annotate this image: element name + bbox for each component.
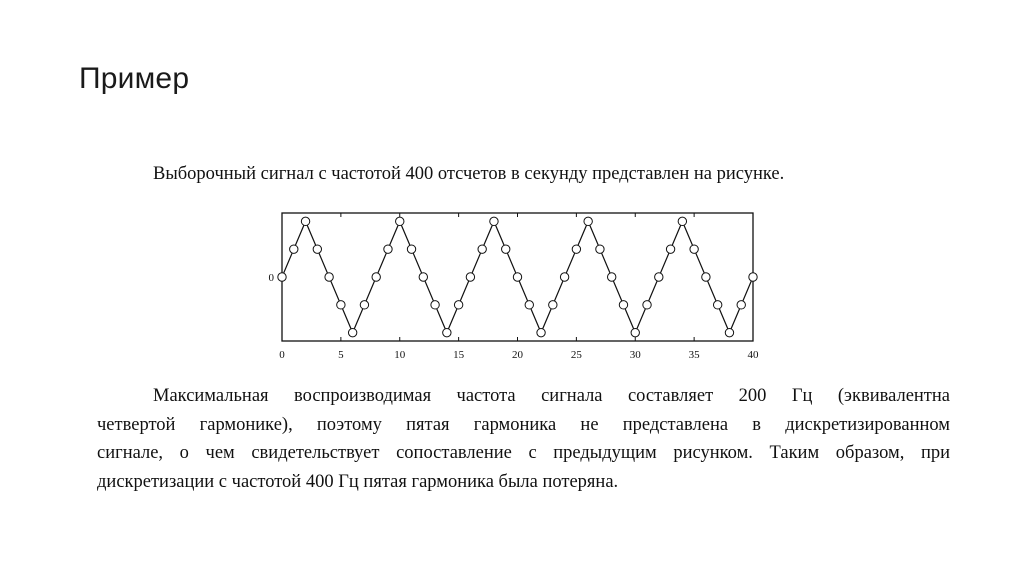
sample-point	[560, 273, 568, 281]
sample-point	[572, 245, 580, 253]
sample-point	[513, 273, 521, 281]
sample-point	[360, 301, 368, 309]
sample-point	[490, 217, 498, 225]
sample-point	[384, 245, 392, 253]
y-tick-label: 0	[268, 272, 274, 284]
series-group	[278, 217, 757, 337]
sample-point	[525, 301, 533, 309]
paragraph-line: сигнале, о чем свидетельствует сопоставление с предыдущим рисунком. Таким образом, при	[97, 443, 950, 463]
slide-title: Пример	[79, 62, 190, 95]
paragraph-line: четвертой гармонике), поэтому пятая гармоника не представлена в дискретизированном	[97, 414, 950, 435]
intro-text: Выборочный сигнал с частотой 400 отсчетов в секунду представлен на рисунке.	[153, 164, 785, 184]
sample-point	[749, 273, 757, 281]
sample-point	[372, 273, 380, 281]
sample-point	[419, 273, 427, 281]
sample-point	[502, 245, 510, 253]
sample-point	[431, 301, 439, 309]
sample-point	[584, 217, 592, 225]
sample-point	[702, 273, 710, 281]
sample-point	[278, 273, 286, 281]
x-tick-label: 30	[629, 349, 641, 361]
sample-point	[454, 301, 462, 309]
sample-point	[678, 217, 686, 225]
x-tick-label: 35	[688, 349, 700, 361]
sample-point	[348, 328, 356, 336]
sample-point	[478, 245, 486, 253]
sample-point	[643, 301, 651, 309]
sample-point	[443, 328, 451, 336]
sample-point	[290, 245, 298, 253]
sample-point	[655, 273, 663, 281]
x-tick-label: 0	[279, 349, 285, 361]
sample-point	[690, 245, 698, 253]
sample-point	[301, 217, 309, 225]
sample-point	[313, 245, 321, 253]
sample-point	[396, 217, 404, 225]
sample-point	[619, 301, 627, 309]
sample-point	[466, 273, 474, 281]
x-tick-label: 10	[394, 349, 406, 361]
sample-point	[407, 245, 415, 253]
x-tick-label: 25	[570, 349, 582, 361]
x-tick-label: 5	[338, 349, 344, 361]
x-tick-label: 15	[453, 349, 465, 361]
sample-point	[631, 328, 639, 336]
sample-point	[537, 328, 545, 336]
signal-chart	[258, 205, 773, 367]
x-tick-label: 20	[512, 349, 523, 361]
x-tick-label: 40	[747, 349, 759, 361]
paragraph-line: Максимальная воспроизводимая частота сигнала составляет 200 Гц (эквивалентна	[153, 386, 950, 406]
sample-point	[725, 328, 733, 336]
sample-point	[596, 245, 604, 253]
tick-label-group	[269, 272, 760, 361]
explanation-paragraph	[97, 382, 950, 496]
sample-point	[337, 301, 345, 309]
sample-point	[608, 273, 616, 281]
sample-point	[549, 301, 557, 309]
sample-point	[666, 245, 674, 253]
sample-point	[713, 301, 721, 309]
sample-point	[737, 301, 745, 309]
paragraph-line: дискретизации с частотой 400 Гц пятая гармоника была потеряна.	[97, 471, 619, 492]
sample-point	[325, 273, 333, 281]
